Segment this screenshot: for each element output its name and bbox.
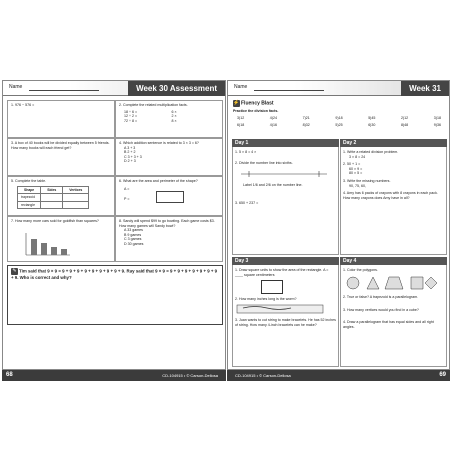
page-title: Week 31 bbox=[401, 81, 449, 96]
question-text: 1. Color the polygons. bbox=[343, 268, 378, 272]
division-fact: 3)12 bbox=[237, 116, 245, 120]
table-header: Sides bbox=[41, 186, 63, 194]
question-8 bbox=[115, 216, 223, 262]
lightning-icon: ⚡ bbox=[233, 100, 240, 106]
bar bbox=[41, 243, 47, 255]
bar bbox=[51, 247, 57, 255]
question-text: 1. 976 − 576 = bbox=[11, 103, 35, 107]
option: D 2 + 3 bbox=[124, 159, 136, 163]
rectangle-shape bbox=[261, 280, 283, 294]
table-header: Vertices bbox=[63, 186, 89, 194]
division-fact: 5)25 bbox=[335, 123, 343, 127]
question-text: 1. 5 × 8 = 4 × bbox=[235, 150, 257, 154]
fact: 8 × bbox=[171, 118, 177, 123]
fact: 18 ÷ 6 = bbox=[124, 109, 138, 114]
question-text: 5. Complete the table. bbox=[11, 179, 47, 183]
question-text: 4. Amy has 6 packs of crayons with 8 crayons in each pack. How many crayons does Amy have in all? bbox=[343, 191, 438, 200]
division-fact: 7)21 bbox=[302, 116, 310, 120]
label-instruction: Label 1/6 and 2/6 on the number line. bbox=[243, 182, 303, 187]
table-cell: trapezoid bbox=[18, 194, 41, 202]
practice-label: Practice the division facts. bbox=[233, 109, 279, 113]
question-text: 3. How many vertices would you find in a cube? bbox=[343, 307, 419, 312]
division-fact: 8)48 bbox=[400, 123, 409, 127]
bar bbox=[31, 239, 37, 255]
question-text: 3. 650 + 237 = bbox=[235, 201, 259, 206]
right-footer bbox=[227, 370, 450, 381]
pencil-icon: ✎ bbox=[12, 268, 17, 274]
name-label: Name bbox=[9, 84, 23, 90]
option: B 9 games bbox=[124, 232, 142, 237]
division-fact: 9)18 bbox=[335, 116, 343, 120]
day-4-header: Day 4 bbox=[340, 257, 447, 265]
division-fact: 4)24 bbox=[269, 116, 277, 120]
day-2-header: Day 2 bbox=[340, 139, 447, 147]
area-label: A = bbox=[124, 186, 130, 191]
right-page bbox=[227, 80, 450, 370]
question-text: 60 × 9 = bbox=[349, 166, 363, 171]
division-fact: 8)32 bbox=[302, 123, 310, 127]
perimeter-label: P = bbox=[124, 197, 130, 201]
question-text: 90, 75, 60, bbox=[349, 183, 366, 188]
question-text: 4. Draw a parallelogram that has equal sides and all right angles. bbox=[343, 320, 434, 329]
fact: 12 ÷ 2 = bbox=[124, 114, 138, 118]
question-text: 7. How many more cars sold for goldfish than squares? bbox=[11, 219, 99, 223]
table-header: Shape bbox=[18, 186, 41, 194]
division-fact: 3)18 bbox=[433, 116, 441, 120]
table-cell[interactable] bbox=[41, 194, 63, 202]
question-text: 1. Draw square units to show the area of the rectangle. A = ____ square centimeters bbox=[235, 268, 329, 277]
question-text: 80 × 5 = bbox=[349, 171, 363, 176]
question-1 bbox=[7, 100, 115, 138]
option: C 3 + 3 + 3 bbox=[124, 154, 142, 159]
question-7 bbox=[7, 216, 115, 262]
question-text: 3. Juan wants to cut string to make bracelets. He has 52 inches of string. How many 4-inch bracelets can he make? bbox=[235, 318, 336, 327]
page-title: Week 30 Assessment bbox=[128, 81, 225, 96]
question-2 bbox=[115, 100, 223, 138]
left-header bbox=[3, 81, 225, 96]
fact: 6 × bbox=[171, 109, 177, 114]
table-cell[interactable] bbox=[63, 201, 89, 209]
division-fact: 6)30 bbox=[368, 123, 376, 127]
question-text: 4. Which addition sentence is related to 3 × 3 = 6? bbox=[119, 141, 199, 145]
right-header bbox=[228, 81, 449, 96]
day-3-header: Day 3 bbox=[232, 257, 339, 265]
option: D 30 games bbox=[124, 241, 144, 246]
left-footer bbox=[2, 370, 226, 381]
question-text: 3 × 8 = 24 bbox=[349, 154, 366, 159]
division-fact: 4)16 bbox=[269, 123, 277, 127]
square-shape bbox=[411, 277, 423, 289]
table-cell[interactable] bbox=[41, 201, 63, 209]
fluency-section bbox=[233, 100, 445, 136]
day-1-header: Day 1 bbox=[232, 139, 339, 147]
page-number: 68 bbox=[6, 372, 13, 378]
fact: 72 ÷ 8 = bbox=[124, 118, 138, 123]
table-cell: rectangle bbox=[18, 201, 41, 209]
day-2-content bbox=[343, 150, 444, 200]
rectangle-shape bbox=[156, 191, 184, 203]
question-4 bbox=[115, 138, 223, 176]
fact: 2 × bbox=[171, 114, 177, 118]
rhombus-shape bbox=[425, 277, 437, 289]
division-fact: 5)45 bbox=[368, 116, 376, 120]
trapezoid-shape bbox=[385, 277, 403, 289]
left-page bbox=[2, 80, 226, 370]
name-line bbox=[254, 90, 324, 91]
question-text: Tim said that 9 × 9 = 9 + 9 + 9 + 9 + 9 + 9 + 9 + 9 + 9. Ray said that 9 × 9 = 9 + 9 + 9 + 9 + 9 + 9 + 9 + 9. Who is correct and why? bbox=[11, 268, 218, 280]
question-text: 2. How many inches long is the worm? bbox=[235, 297, 297, 302]
name-line bbox=[29, 90, 99, 91]
option: A 3 + 3 bbox=[124, 145, 136, 150]
day-1-content bbox=[235, 150, 336, 206]
facts-row bbox=[233, 116, 445, 120]
option: A 33 games bbox=[124, 228, 143, 232]
footer-text: CD-104915 • © Carson-Dellosa bbox=[235, 373, 291, 378]
question-text: 1. Write a related division problem. bbox=[343, 150, 399, 154]
circle-shape bbox=[347, 277, 359, 289]
division-fact: 2)12 bbox=[400, 116, 409, 120]
question-text: 8. Sandy will spend $99 to go bowling. Each game costs $3. How many games will Sandy bowl? bbox=[119, 219, 215, 228]
triangle-shape bbox=[367, 277, 379, 289]
shape-table bbox=[17, 186, 89, 210]
question-text: 2. Divide the number line into sixths. bbox=[235, 160, 293, 165]
bar-graph bbox=[22, 231, 72, 257]
bar bbox=[61, 249, 67, 255]
footer-text: CD-104915 • © Carson-Dellosa bbox=[162, 373, 218, 378]
question-text: 2. 50 + 1 = bbox=[343, 162, 361, 167]
question-3 bbox=[7, 138, 115, 176]
question-text: 2. Complete the related multiplication facts. bbox=[119, 103, 188, 107]
day-4-content bbox=[343, 268, 444, 330]
ruler-body bbox=[237, 305, 323, 313]
division-fact: 9)36 bbox=[433, 123, 441, 127]
question-text: 3. A box of 40 books will be divided equally between 5 friends. How many books will each friend get? bbox=[11, 141, 110, 150]
page-number: 69 bbox=[439, 372, 446, 378]
polygon-shapes bbox=[343, 275, 439, 291]
option: C 3 games bbox=[124, 237, 142, 241]
division-fact: 6)18 bbox=[237, 123, 245, 127]
question-5 bbox=[7, 176, 115, 216]
option: B 2 + 2 bbox=[124, 150, 136, 154]
name-label: Name bbox=[234, 84, 248, 90]
table-cell[interactable] bbox=[63, 194, 89, 202]
ruler bbox=[235, 304, 325, 314]
question-text: 2. True or false? A trapezoid is a parallelogram. bbox=[343, 295, 419, 300]
facts-row bbox=[233, 123, 445, 127]
question-text: 3. Write the missing numbers. bbox=[343, 178, 391, 183]
day-3-content bbox=[235, 268, 336, 328]
question-6 bbox=[115, 176, 223, 216]
question-9 bbox=[7, 265, 223, 325]
question-text: 6. What are the area and perimeter of the shape? bbox=[119, 179, 198, 183]
number-line bbox=[239, 170, 329, 178]
fluency-title: Fluency Blast bbox=[241, 100, 274, 107]
